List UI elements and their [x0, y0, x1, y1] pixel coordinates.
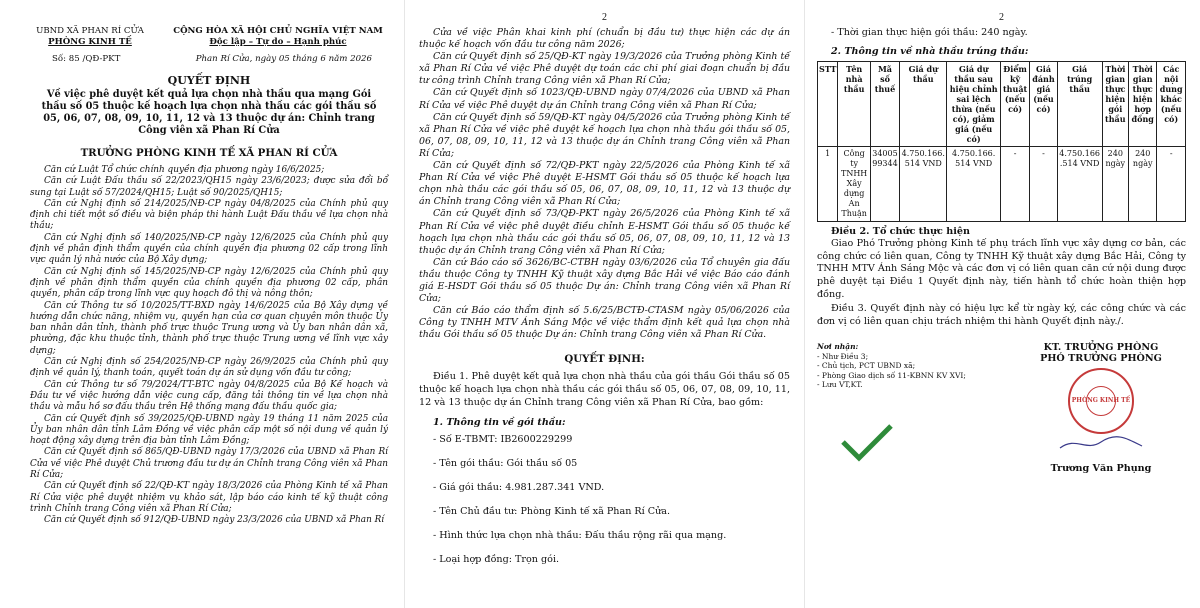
package-info-item: - Loại hợp đồng: Trọn gói. [433, 554, 560, 566]
column-header: Giá trúng thầu [1057, 61, 1102, 146]
winning-bidder-table [817, 61, 1186, 222]
agency-name: UBND XÃ PHAN RÍ CỬA [36, 26, 144, 36]
place-date: Phan Rí Cửa, ngày 05 tháng 6 năm 2026 [195, 54, 372, 64]
document-number: Số: 85 /QĐ-PKT [52, 54, 121, 64]
package-info-item: - Giá gói thầu: 4.981.287.341 VND. [433, 482, 605, 494]
table-row [818, 146, 1186, 221]
legal-basis-item: Căn cứ Quyết định số 912/QĐ-UBND ngày 23/3/2026 của UBND xã Phan Rí [44, 515, 385, 526]
column-header: Giá dự thầu [900, 61, 947, 146]
column-header: Giá đánh giá (nếu có) [1030, 61, 1057, 146]
legal-basis-item: Căn cứ Quyết định số 39/2025/QĐ-UBND ngày 19 tháng 11 năm 2025 của Ủy ban nhân dân tỉnh Lâm Đồng về việc phân cấp một số nội dung về quản lý hoạt động xây dựng trên địa bàn tỉnh Lâm Đồng; [30, 413, 388, 447]
legal-basis-item: Căn cứ Quyết định số 1023/QĐ-UBND ngày 07/4/2026 của UBND xã Phan Rí Cửa về việc Phê duyệt dự án Chỉnh trang Công viên xã Phan Rí Cửa; [419, 87, 790, 111]
legal-basis-item: Căn cứ Báo cáo thẩm định số 5.6/25/BCTĐ-CTASM ngày 05/06/2026 của Công ty TNHH MTV Ánh Sáng Mộc về việc thẩm định kết quả lựa chọn nhà thầu Gói thầu số 05 thuộc Dự án: Chỉnh trang Công viên xã Phan Rí Cửa. [419, 305, 790, 341]
recipients-title: Nơi nhận: [817, 342, 859, 352]
legal-basis-item: Căn cứ Báo cáo số 3626/BC-CTBH ngày 03/6/2026 của Tổ chuyên gia đấu thầu thuộc Công ty TNHH Kỹ thuật xây dựng Bắc Hải về việc Báo cáo đánh giá E-HSDT Gói thầu số 05 thuộc Dự án: Chỉnh trang Công viên xã Phan Rí Cửa; [419, 256, 790, 305]
legal-basis-item: Căn cứ Nghị định số 140/2025/NĐ-CP ngày 12/6/2025 của Chính phủ quy định về phân định thẩm quyền của chính quyền địa phương 02 cấp trong lĩnh vực quản lý nhà nước của Bộ Xây dựng; [30, 232, 388, 266]
signer-name: Trương Văn Phụng [1050, 463, 1152, 475]
column-header: Giá dự thầu sau hiệu chỉnh sai lệch thừa (nếu có), giảm giá (nếu có) [947, 61, 1000, 146]
column-header: Điểm kỹ thuật (nếu có) [1000, 61, 1029, 146]
column-header: Tên nhà thầu [838, 61, 870, 146]
table-cell: 240 ngày [1129, 146, 1157, 221]
table-cell: - [1157, 146, 1186, 221]
table-cell: 4.750.166. 514 VND [947, 146, 1000, 221]
table-cell: 4.750.166 .514 VND [1057, 146, 1102, 221]
document-page-3 [804, 0, 1200, 608]
recipient-item: - Lưu VT,KT. [817, 380, 863, 390]
document-page-2 [404, 0, 800, 608]
sign-title-2: PHÓ TRƯỞNG PHÒNG [1040, 353, 1162, 365]
package-info-item: - Tên Chủ đầu tư: Phòng Kinh tế xã Phan Rí Cửa. [433, 506, 671, 518]
legal-bases-list [30, 165, 388, 527]
article-2-body: Giao Phó Trưởng phòng Kinh tế phụ trách lĩnh vực xây dựng cơ bản, các công chức có liên quan, Công ty TNHH Kỹ thuật xây dựng Bắc Hải, Công ty TNHH MTV Ánh Sáng Mộc và các đơn vị có liên quan căn cứ nội dung được phê duyệt tại Điều 1 Quyết định này, tiến hành tổ chức hoàn thiện hợp đồng. [817, 238, 1186, 300]
signature-area [817, 342, 1186, 474]
legal-basis-item: Căn cứ Quyết định số 865/QĐ-UBND ngày 17/3/2026 của UBND xã Phan Rí Cửa về việc Phê duyệt Chủ trương đầu tư dự án Chỉnh trang Công viên xã Phan Rí Cửa; [30, 447, 388, 481]
legal-basis-item: Căn cứ Nghị định số 214/2025/NĐ-CP ngày 04/8/2025 của Chính phủ quy định chi tiết một số điều và biện pháp thi hành Luật Đấu thầu về lựa chọn nhà thầu; [30, 198, 388, 232]
table-cell: - [1000, 146, 1029, 221]
article-1: Điều 1. Phê duyệt kết quả lựa chọn nhà thầu của gói thầu Gói thầu số 05 thuộc kế hoạch lựa chọn nhà thầu các gói thầu số 05, 06, 07, 08, 09, 10, 11, 12 và 13 thuộc dự án Chỉnh trang Công viên xã Phan Rí Cửa, bao gồm: [419, 371, 790, 408]
table-cell: Công ty TNHH Xây dựng An Thuận [838, 146, 870, 221]
package-info-item: - Hình thức lựa chọn nhà thầu: Đấu thầu rộng rãi qua mạng. [433, 530, 727, 542]
package-info-item: - Số E-TBMT: IB2600229299 [433, 434, 573, 446]
legal-basis-item: Căn cứ Thông tư số 10/2025/TT-BXD ngày 14/6/2025 của Bộ Xây dựng về hướng dẫn chức năng, nhiệm vụ, quyền hạn của cơ quan chuyên môn thuộc Ủy ban nhân dân tỉnh, thành phố trực thuộc Trung ương và Ủy ban nhân dân xã, phường, đặc khu thuộc tỉnh, thành phố trực thuộc Trung ương về lĩnh vực xây dựng; [30, 300, 388, 356]
table-cell: 240 ngày [1102, 146, 1128, 221]
page-number: 2 [999, 12, 1004, 23]
package-info-item: - Tên gói thầu: Gói thầu số 05 [433, 458, 578, 470]
column-header: Thời gian thực hiện hợp đồng [1129, 61, 1157, 146]
legal-basis-item: Căn cứ Quyết định số 59/QĐ-KT ngày 04/5/2026 của Trưởng phòng Kinh tế xã Phan Rí Cửa về việc phê duyệt kế hoạch lựa chọn nhà thầu gói thầu số 05, 06, 07, 08, 09, 10, 11, 12 và 13 thuộc dự án Chỉnh trang Công viên xã Phan Rí Cửa; [419, 111, 790, 159]
document-header [30, 26, 388, 48]
column-header: Thời gian thực hiện gói thầu [1102, 61, 1128, 146]
legal-basis-item: Căn cứ Thông tư số 79/2024/TT-BTC ngày 04/8/2025 của Bộ Kế hoạch và Đầu tư về việc hướng dẫn việc cung cấp, đăng tải thông tin về lựa chọn nhà thầu và mẫu hồ sơ đấu thầu trên Hệ thống mạng đấu thầu quốc gia; [30, 379, 388, 413]
table-cell: 34005 99344 [870, 146, 899, 221]
department-name: PHÒNG KINH TẾ [48, 37, 132, 47]
legal-basis-item: Căn cứ Quyết định số 25/QĐ-KT ngày 19/3/2026 của Trưởng phòng Kinh tế xã Phan Rí Cửa về việc Phê duyệt dự toán các chi phí giai đoạn chuẩn bị đầu tư công trình Chỉnh trang Công viên xã Phan Rí Cửa; [419, 51, 790, 87]
legal-basis-item: Căn cứ Nghị định số 145/2025/NĐ-CP ngày 12/6/2025 của Chính phủ quy định về phân định thẩm quyền của chính quyền địa phương 02 cấp, phân quyền, phân cấp trong lĩnh vực quy hoạch đô thị và nông thôn; [30, 266, 388, 300]
table-cell: - [1030, 146, 1057, 221]
article-3: Điều 3. Quyết định này có hiệu lực kể từ ngày ký, các công chức và các đơn vị có liên quan chịu trách nhiệm thi hành Quyết định này./. [817, 303, 1186, 327]
recipient-item: - Phòng Giao dịch số 11-KBNN KV XVI; [817, 370, 966, 380]
legal-basis-item: Căn cứ Quyết định số 72/QĐ-PKT ngày 22/5/2026 của Phòng Kinh tế xã Phan Rí Cửa về việc Phê duyệt E-HSMT Gói thầu số 05 thuộc kế hoạch lựa chọn nhà thầu các gói thầu số 05, 06, 07, 08, 09, 10, 11, 12 và 13 thuộc dự án Chỉnh trang Công viên xã Phan Rí Cửa; [419, 160, 790, 208]
table-cell: 4.750.166. 514 VND [900, 146, 947, 221]
legal-basis-item: Căn cứ Luật Tổ chức chính quyền địa phương ngày 16/6/2025; [44, 165, 325, 175]
article-2-title: Điều 2. Tổ chức thực hiện [831, 225, 970, 237]
signer-block [1016, 342, 1186, 474]
recipient-item: - Chủ tịch, PCT UBND xã; [817, 361, 916, 371]
national-motto: Độc lập – Tự do – Hạnh phúc [209, 37, 347, 47]
column-header: Mã số thuế [870, 61, 899, 146]
column-header: Các nội dung khác (nếu có) [1157, 61, 1186, 146]
legal-bases-list [419, 27, 790, 341]
column-header: STT [818, 61, 838, 146]
recipient-item: - Như Điều 3; [817, 351, 869, 361]
legal-basis-item: Cửa về việc Phân khai kinh phí (chuẩn bị đầu tư) thực hiện các dự án thuộc kế hoạch vốn đầu tư công năm 2026; [419, 27, 790, 51]
legal-basis-item: Căn cứ Nghị định số 254/2025/NĐ-CP ngày 26/9/2025 của Chính phủ quy định về quản lý, thanh toán, quyết toán dự án sử dụng vốn đầu tư công; [30, 357, 388, 379]
document-page-1 [0, 0, 400, 608]
country-name: CỘNG HÒA XÃ HỘI CHỦ NGHĨA VIỆT NAM [173, 26, 383, 36]
table-header-row [818, 61, 1186, 146]
decision-heading: QUYẾT ĐỊNH: [564, 353, 645, 366]
package-duration: - Thời gian thực hiện gói thầu: 240 ngày. [831, 27, 1028, 38]
page-number: 2 [602, 12, 607, 23]
package-info-list [419, 434, 790, 565]
package-info-heading: 1. Thông tin về gói thầu: [433, 417, 566, 429]
table-cell: 1 [818, 146, 838, 221]
winning-bidder-heading: 2. Thông tin về nhà thầu trúng thầu: [831, 45, 1029, 57]
legal-basis-item: Căn cứ Quyết định số 73/QĐ-PKT ngày 26/5/2026 của Phòng Kinh tế xã Phan Rí Cửa về việc phê duyệt điều chỉnh E-HSMT Gói thầu số 05 thuộc kế hoạch lựa chọn nhà thầu các gói thầu số 05, 06, 07, 08, 09, 10, 11, 12 và 13 thuộc dự án Chỉnh trang Công viên xã Phan Rí Cửa; [419, 208, 790, 256]
handwritten-signature-icon [1056, 434, 1146, 454]
legal-basis-item: Căn cứ Quyết định số 22/QĐ-KT ngày 18/3/2026 của Phòng Kinh tế xã Phan Rí Cửa việc phê duyệt nhiệm vụ khảo sát, lập báo cáo kinh tế kỹ thuật công trình Chỉnh trang Công viên xã Phan Rí Cửa; [30, 481, 388, 514]
digital-signature-check-icon [837, 420, 897, 464]
document-subtitle: Về việc phê duyệt kết quả lựa chọn nhà thầu qua mạng Gói thầu số 05 thuộc kế hoạch lựa chọn nhà thầu các gói thầu số 05, 06, 07, 08, 09, 10, 11, 12 và 13 thuộc dự án: Chỉnh trang Công viên xã Phan Rí Cửa [41, 89, 377, 136]
sign-title-1: KT. TRƯỞNG PHÒNG [1043, 342, 1159, 354]
legal-basis-item: Căn cứ Luật Đấu thầu số 22/2023/QH15 ngày 23/6/2023; được sửa đổi bổ sung tại Luật số 57/2024/QH15; Luật số 90/2025/QH15; [30, 176, 388, 198]
issuing-authority: TRƯỞNG PHÒNG KINH TẾ XÃ PHAN RÍ CỬA [80, 147, 338, 159]
document-title: QUYẾT ĐỊNH [167, 74, 251, 87]
recipients-block [817, 342, 987, 474]
official-seal-icon: PHÒNG KINH TẾ [1068, 368, 1134, 434]
